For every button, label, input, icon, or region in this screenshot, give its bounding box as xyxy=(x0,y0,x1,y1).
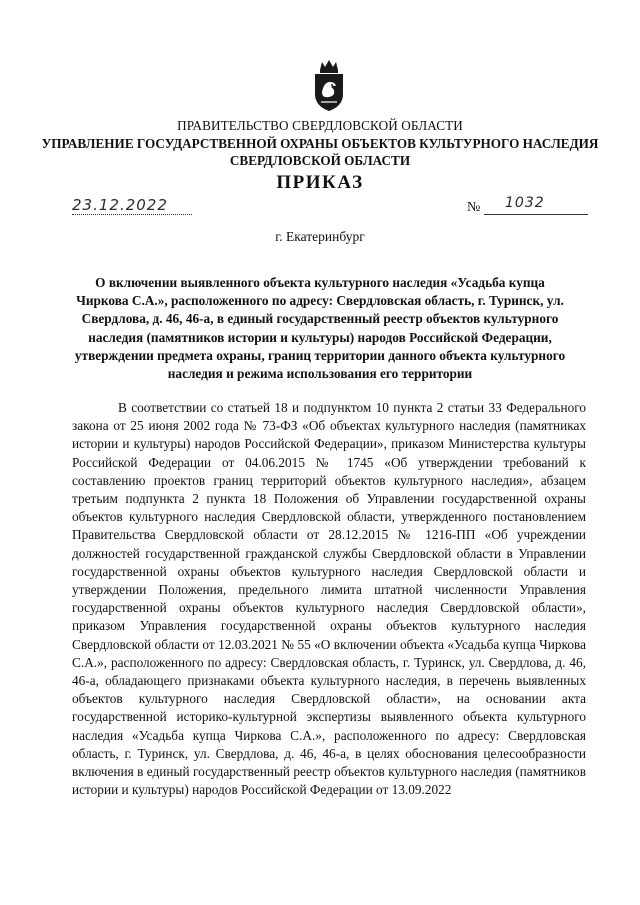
date-underline xyxy=(72,214,192,215)
department-name-line1: УПРАВЛЕНИЕ ГОСУДАРСТВЕННОЙ ОХРАНЫ ОБЪЕКТОВ КУЛЬТУРНОГО НАСЛЕДИЯ xyxy=(41,136,599,151)
city: г. Екатеринбург xyxy=(275,229,365,244)
government-name: ПРАВИТЕЛЬСТВО СВЕРДЛОВСКОЙ ОБЛАСТИ xyxy=(177,118,463,133)
order-body-paragraph: В соответствии со статьей 18 и подпунктом 10 пункта 2 статьи 33 Федерального закона от 25 июня 2002 года № 73-ФЗ «Об объектах культурного наследия (памятниках истории и культуры) народов Российской Федерации», приказом Министерства культуры Российской Федерации от 04.06.2015 № 1745 «Об утверждении требований к составлению проектов границ территорий объектов культурного наследия», абзацем третьим подпункта 2 пункта 18 Положения об Управлении государственной охраны объектов культурного наследия Свердловской области, утвержденного постановлением Правительства Свердловской области от 28.12.2015 № 1216-ПП «Об учреждении должностей государственной гражданской службы Свердловской области в Управлении государственной охраны объектов культурного наследия Свердловской области и утверждении Положения, предельного лимита штатной численности Управления государственной охраны объектов культурного наследия Свердловской области», приказом Управления государственной охраны объектов культурного наследия Свердловской области от 12.03.2021 № 55 «О включении объекта «Усадьба купца Чиркова С.А.», расположенного по адресу: Свердловская область, г. Туринск, ул. Свердлова, д. 46, 46-а, обладающего признаками объекта культурного наследия, в перечень выявленных объектов культурного наследия Свердловской области», на основании акта государственной историко-культурной экспертизы выявленного объекта культурного наследия «Усадьба купца Чиркова С.А.», расположенного по адресу: Свердловская область, г. Туринск, ул. Свердлова, д. 46, 46-а, в целях обоснования целесообразности включения в единый государственный реестр объектов культурного наследия (памятников истории и культуры) народов Российской Федерации от 13.09.2022 xyxy=(72,400,586,798)
order-title: О включении выявленного объекта культурного наследия «Усадьба купца Чиркова С.А.», расположенного по адресу: Свердловская область, г. Туринск, ул. Свердлова, д. 46, 46-а, в единый государственный реестр объектов культурного наследия (памятников истории и культуры) народов Российской Федерации, утверждении предмета охраны, границ территории данного объекта культурного наследия и режима использования его территории xyxy=(74,275,566,382)
order-number: 1032 xyxy=(505,195,545,211)
number-sign: № xyxy=(467,200,481,215)
number-underline xyxy=(484,214,588,215)
department-name-line2: СВЕРДЛОВСКОЙ ОБЛАСТИ xyxy=(229,153,411,168)
coat-of-arms-icon xyxy=(311,58,347,112)
order-date: 23.12.2022 xyxy=(72,196,168,214)
document-type: ПРИКАЗ xyxy=(276,172,364,193)
